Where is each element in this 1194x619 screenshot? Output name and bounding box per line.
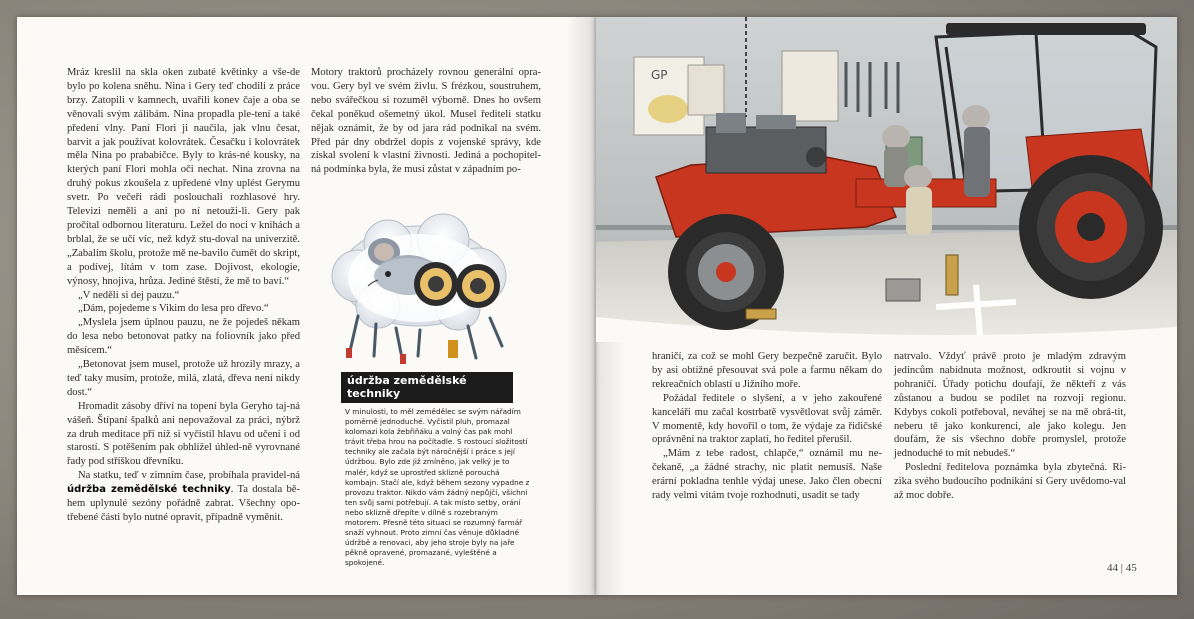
paragraph: hraničí, za což se mohl Gery bezpečně zaručit. Bylo by asi obtížné přesouvat svá pole a farmu někam do rekreačních oblastí u Jižního moře. bbox=[652, 351, 882, 390]
text-column-left-2 bbox=[311, 66, 541, 177]
text-column-right-1 bbox=[652, 350, 882, 503]
text-column-right-2 bbox=[894, 350, 1126, 503]
paragraph bbox=[67, 469, 300, 525]
highlighted-term: údržba zemědělské techniky bbox=[67, 484, 231, 496]
mouse-cloud-svg bbox=[318, 206, 518, 366]
floor-drain bbox=[886, 279, 920, 301]
page-numbers: 44 | 45 bbox=[1107, 562, 1137, 574]
sidebox-body: V minulosti, to měl zemědělec se svým nářadím poměrně jednoduché. Vyčistil pluh, promazal kolomazi kola žebřiňáku a volný čas pak mohl trávit třeba hrou na počítadle. S rostoucí složitostí techniky ale začala být náročnější i práce s její údržbou. Bylo zde již zmíněno, jak velký je to malér, když se uprostřed sklizně porouchá kombajn. Stačí ale, když během sezony vypadne z provozu traktor. Nikdo vám žádný nepůjčí, všichni ten svůj sami potřebují. A tak místo setby, orání nebo sklizně dřepíte v dílně s rozebraným motorem. Přesně této situaci se rozumný farmář snaží vyhnout. Proto zimní čas věnuje důkladné údržbě a renovaci, aby jeho stroje byly na jaře pěkně opravené, promazané, vyleštěné a spokojené. bbox=[345, 407, 530, 568]
sidebox-title: údržba zemědělské techniky bbox=[341, 372, 513, 403]
paragraph: „Myslela jsem úplnou pauzu, ne že pojedeš někam do lesa nebo betonovat patky na foliovník jako před měsícem.“ bbox=[67, 317, 300, 357]
paragraph: Hromadit zásoby dříví na topení byla Geryho taj-ná vášeň. Štípaní špalků ani nepovažoval za práci, nýbrž za druh meditace při níž si vyčistil hlavu od učení i od starostí. S potěšením pak obhlížel úhled-ně vyrovnané řady pod stříškou dřevníku. bbox=[67, 400, 300, 468]
tool-tips bbox=[346, 348, 406, 364]
paragraph: „Mám z tebe radost, chlapče,“ oznámil mu ne-čekaně, „a žádné strachy, nic platit nemusíš. Naše erární pokladna tenhle výdaj unese. Jako člen obecní rady velmi vítám tvoje rozhodnutí, usadit se tady bbox=[652, 448, 882, 502]
paragraph: „Betonovat jsem musel, protože už hrozily mrazy, a teď taky musím, protože, milá, zlatá, dřeva není nikdy dost.“ bbox=[67, 359, 300, 398]
paragraph: Mráz kreslil na skla oken zubaté květinky a vše-de bylo po kolena sněhu. Nina i Gery teď chodili z práce brzy. Zatopili v kamnech, uvařili konev čaje a oba se věnovali svým zálibám. Nina propadla ple-tení a také předení vlny. Paní Flori ji naučila, jak vlnu česat, barvit a jak používat kolovrátek. Česačku i kolovrátek měla Nina po prababičce. Byly to krás-né kousky, na kterých paní Flori mohla oči nechat. Nina zrovna na druhý pokus zkoušela z upředené vlny uplést Gerymu svetr. Po večeři rádi poslouchali rozhlasové hry. Televizi neměli a ani po ní netouži-li. Gery pak pročítal odbornou literaturu. Ležel do noci v knihách a brblal, že se učí víc, než když stu-doval na univerzitě. „Zabalím školu, protože mě ne-bavilo čumět do skript, a podívej, lítám v tom zase. Dojivost, ekologie, výnosy, hnojiva, hrůza. Jediné štěstí, že mě to baví.“ bbox=[67, 67, 300, 287]
paragraph: Požádal ředitele o slyšení, a v jeho zakouřené kanceláři mu začal kostrbatě vysvětlovat svůj záměr. V momentě, kdy hovořil o tom, že výdaje za řidičské oprávnění na traktor zaplatí, ho ředitel přerušil. bbox=[652, 392, 882, 446]
wall-note bbox=[688, 65, 724, 115]
paragraph: „V neděli si dej pauzu.“ bbox=[78, 289, 180, 301]
rear-wheel bbox=[1019, 155, 1163, 299]
text-column-left-1 bbox=[67, 66, 300, 525]
paragraph: Poslední ředitelova poznámka byla zbytečná. Ri-zika svého budoucího podnikání si Gery uvědomo-val až moc dobře. bbox=[894, 462, 1126, 502]
mouse-cloud-illustration bbox=[318, 206, 518, 366]
wall-poster-mouse bbox=[782, 51, 838, 121]
cab-roof bbox=[946, 23, 1146, 35]
text-run: . Ta dostala bě-hem uplynulé sezóny pořádně zabrat. Všechny opo-třebené části bylo nutné opravit, případně vyměnit. bbox=[67, 484, 301, 523]
oil-can bbox=[448, 340, 458, 358]
paragraph: „Dám, pojedeme s Vikim do lesa pro dřevo.“ bbox=[78, 303, 269, 315]
text-run: Na statku, teď v zimním čase, probíhala pravidel-ná bbox=[78, 470, 300, 482]
tractor-workshop-illustration bbox=[596, 17, 1177, 342]
tractor-scene-svg bbox=[596, 17, 1177, 342]
poster-text: GP bbox=[651, 68, 668, 82]
info-sidebox bbox=[341, 372, 531, 569]
paragraph: natrvalo. Vždyť právě proto je mladým zdravým jedincům nabídnuta možnost, odkroutit si vojnu v pohraničí. Úřady potichu doufají, že někteří z vás zůstanou a budou se podílet na rozvoji regionu. Kdybys cokoli potřeboval, neváhej se na mě obrá-tit, neberu tě jako konkurenci, ale jako kolegu. Jen doufám, že sis všechno dobře promyslel, protože jednoduché to mít nebudeš.“ bbox=[894, 351, 1126, 460]
paragraph: Motory traktorů procházely rovnou generální opra-vou. Gery byl ve svém živlu. S frézkou, soustruhem, nebo svářečkou si rozuměl výborně. Dnes ho ovšem čekal poněkud ošemetný úkol. Musel řediteli statku nějak oznámit, že by od jara rád podnikal na svém. Před pár dny obdržel dopis z vojenské správy, kde získal svolení k vlastní živnosti. Jediná a pochopitel-ná podmínka byla, že musí zůstat v západním po- bbox=[311, 67, 541, 176]
